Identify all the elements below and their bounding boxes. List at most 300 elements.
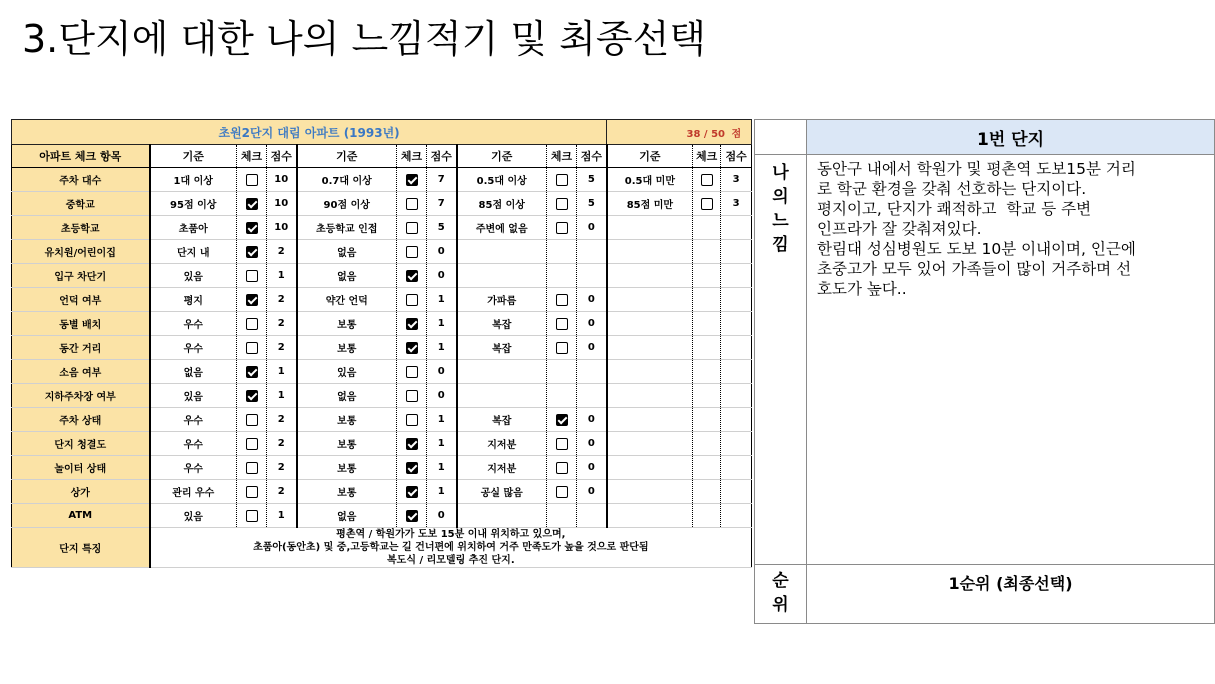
checkbox-unchecked[interactable] <box>246 174 258 186</box>
checklist-row <box>12 288 752 312</box>
checklist-row <box>12 456 752 480</box>
criterion-score: 5 <box>577 168 607 192</box>
empty-cell <box>693 480 721 504</box>
checkbox-unchecked[interactable] <box>246 270 258 282</box>
criterion-text: 0.7대 이상 <box>297 168 397 192</box>
criterion-text: 우수 <box>150 408 237 432</box>
checkbox-unchecked[interactable] <box>406 414 418 426</box>
column-header: 체크 <box>237 145 267 168</box>
empty-cell <box>577 504 607 528</box>
empty-cell <box>577 240 607 264</box>
criterion-score: 0 <box>577 288 607 312</box>
criterion-score: 1 <box>427 480 457 504</box>
checkbox-cell <box>547 312 577 336</box>
empty-cell <box>457 384 547 408</box>
checklist-row <box>12 432 752 456</box>
empty-cell <box>693 216 721 240</box>
checklist-row <box>12 264 752 288</box>
empty-cell <box>607 312 693 336</box>
criterion-score: 0 <box>577 408 607 432</box>
check-item-label: 지하주차장 여부 <box>12 384 150 408</box>
checklist-row <box>12 480 752 504</box>
criterion-score: 0 <box>577 480 607 504</box>
check-item-label: 유치원/어린이집 <box>12 240 150 264</box>
criterion-text: 보통 <box>297 312 397 336</box>
criterion-score: 10 <box>267 192 297 216</box>
checkbox-unchecked[interactable] <box>246 462 258 474</box>
empty-cell <box>721 288 752 312</box>
checkbox-unchecked[interactable] <box>701 174 713 186</box>
criterion-score: 2 <box>267 456 297 480</box>
impression-line: 초중고가 모두 있어 가족들이 많이 거주하며 선 <box>817 260 1132 278</box>
checkbox-checked[interactable] <box>246 198 258 210</box>
column-header: 기준 <box>297 145 397 168</box>
criterion-score: 1 <box>427 288 457 312</box>
empty-cell <box>457 504 547 528</box>
checkbox-unchecked[interactable] <box>556 198 568 210</box>
empty-cell <box>607 336 693 360</box>
checkbox-cell <box>397 264 427 288</box>
score-max: 50 <box>711 128 725 140</box>
criterion-text: 없음 <box>297 504 397 528</box>
check-item-label: 입구 차단기 <box>12 264 150 288</box>
criterion-score: 0 <box>577 336 607 360</box>
impression-text <box>807 155 1215 565</box>
checkbox-cell <box>547 216 577 240</box>
empty-cell <box>693 312 721 336</box>
empty-cell <box>721 432 752 456</box>
checkbox-cell <box>547 336 577 360</box>
checkbox-unchecked[interactable] <box>556 174 568 186</box>
checkbox-cell <box>397 384 427 408</box>
criterion-text: 85점 이상 <box>457 192 547 216</box>
empty-cell <box>721 312 752 336</box>
feature-row <box>12 528 752 568</box>
criterion-score: 10 <box>267 168 297 192</box>
column-header: 체크 <box>397 145 427 168</box>
criterion-score: 2 <box>267 432 297 456</box>
checkbox-cell <box>237 504 267 528</box>
empty-cell <box>721 384 752 408</box>
criterion-score: 0 <box>427 240 457 264</box>
checklist-row <box>12 240 752 264</box>
checkbox-cell <box>397 192 427 216</box>
checkbox-cell <box>237 192 267 216</box>
empty-cell <box>721 264 752 288</box>
criterion-text: 약간 언덕 <box>297 288 397 312</box>
empty-cell <box>547 360 577 384</box>
checkbox-unchecked[interactable] <box>406 246 418 258</box>
criterion-score: 1 <box>267 360 297 384</box>
criterion-text: 보통 <box>297 432 397 456</box>
checkbox-cell <box>397 336 427 360</box>
checkbox-unchecked[interactable] <box>556 222 568 234</box>
checklist-title-row <box>12 120 752 145</box>
empty-cell <box>607 288 693 312</box>
check-item-label: 상가 <box>12 480 150 504</box>
check-item-label: 단지 청결도 <box>12 432 150 456</box>
checkbox-cell <box>237 360 267 384</box>
rank-value: 1순위 (최종선택) <box>807 565 1215 624</box>
empty-cell <box>693 504 721 528</box>
impression-table <box>754 119 1215 624</box>
criterion-score: 0 <box>427 360 457 384</box>
check-item-label: 주차 상태 <box>12 408 150 432</box>
impression-line: 로 학군 환경을 갖춰 선호하는 단지이다. <box>817 180 1087 198</box>
checklist-row <box>12 504 752 528</box>
criterion-score: 2 <box>267 288 297 312</box>
empty-cell <box>721 336 752 360</box>
empty-cell <box>457 360 547 384</box>
empty-cell <box>693 336 721 360</box>
checkbox-cell <box>237 312 267 336</box>
impression-line: 동안구 내에서 학원가 및 평촌역 도보15분 거리 <box>817 160 1136 178</box>
checkbox-unchecked[interactable] <box>701 198 713 210</box>
empty-cell <box>457 240 547 264</box>
checkbox-checked[interactable] <box>406 318 418 330</box>
checkbox-unchecked[interactable] <box>556 318 568 330</box>
criterion-text: 우수 <box>150 312 237 336</box>
score-value: 38 <box>686 128 701 140</box>
criterion-score: 1 <box>427 408 457 432</box>
checkbox-checked[interactable] <box>246 294 258 306</box>
checkbox-unchecked[interactable] <box>556 294 568 306</box>
column-header: 기준 <box>457 145 547 168</box>
column-header: 체크 <box>693 145 721 168</box>
criterion-score: 2 <box>267 240 297 264</box>
checkbox-checked[interactable] <box>406 486 418 498</box>
criterion-text: 있음 <box>297 360 397 384</box>
checkbox-unchecked[interactable] <box>246 342 258 354</box>
checkbox-unchecked[interactable] <box>556 438 568 450</box>
checkbox-cell <box>397 240 427 264</box>
criterion-text: 초품아 <box>150 216 237 240</box>
checkbox-cell <box>237 432 267 456</box>
criterion-text: 보통 <box>297 408 397 432</box>
empty-cell <box>607 480 693 504</box>
side-label-char: 의 <box>772 187 789 207</box>
checklist-table <box>11 119 752 568</box>
empty-cell <box>721 240 752 264</box>
checkbox-checked[interactable] <box>556 414 568 426</box>
column-header: 기준 <box>607 145 693 168</box>
checkbox-unchecked[interactable] <box>246 486 258 498</box>
checkbox-checked[interactable] <box>406 438 418 450</box>
checkbox-unchecked[interactable] <box>556 486 568 498</box>
criterion-score: 1 <box>267 384 297 408</box>
criterion-text: 없음 <box>297 240 397 264</box>
checkbox-checked[interactable] <box>246 390 258 402</box>
empty-cell <box>607 432 693 456</box>
checkbox-checked[interactable] <box>246 246 258 258</box>
column-header: 아파트 체크 항목 <box>12 145 150 168</box>
checkbox-cell <box>397 216 427 240</box>
empty-cell <box>721 408 752 432</box>
checklist-header-row <box>12 145 752 168</box>
checkbox-cell <box>547 288 577 312</box>
checkbox-checked[interactable] <box>406 174 418 186</box>
checkbox-cell <box>237 384 267 408</box>
checkbox-unchecked[interactable] <box>246 438 258 450</box>
feature-label: 단지 특징 <box>12 528 150 568</box>
score-unit: 점 <box>731 128 742 140</box>
empty-cell <box>547 240 577 264</box>
criterion-text: 가파름 <box>457 288 547 312</box>
criterion-score: 2 <box>267 336 297 360</box>
score-slash: / <box>703 128 708 140</box>
criterion-score: 2 <box>267 312 297 336</box>
rank-label <box>755 565 807 624</box>
checkbox-checked[interactable] <box>406 342 418 354</box>
criterion-text: 단지 내 <box>150 240 237 264</box>
empty-cell <box>607 264 693 288</box>
column-header: 점수 <box>427 145 457 168</box>
criterion-text: 관리 우수 <box>150 480 237 504</box>
column-header: 체크 <box>547 145 577 168</box>
side-label-char: 낌 <box>772 235 789 255</box>
criterion-score: 1 <box>427 336 457 360</box>
checkbox-checked[interactable] <box>406 270 418 282</box>
column-header: 점수 <box>267 145 297 168</box>
checkbox-cell <box>397 312 427 336</box>
check-item-label: 동간 거리 <box>12 336 150 360</box>
checkbox-cell <box>693 192 721 216</box>
checkbox-cell <box>397 504 427 528</box>
empty-cell <box>607 384 693 408</box>
criterion-text: 0.5대 이상 <box>457 168 547 192</box>
criterion-score: 5 <box>427 216 457 240</box>
empty-cell <box>577 360 607 384</box>
checkbox-unchecked[interactable] <box>246 510 258 522</box>
criterion-text: 공실 많음 <box>457 480 547 504</box>
empty-cell <box>721 504 752 528</box>
checklist-row <box>12 168 752 192</box>
checkbox-checked[interactable] <box>406 462 418 474</box>
checkbox-cell <box>237 168 267 192</box>
checkbox-cell <box>693 168 721 192</box>
impression-line: 평지이고, 단지가 쾌적하고 학교 등 주변 <box>817 200 1092 218</box>
empty-cell <box>607 504 693 528</box>
apartment-name-cell <box>12 120 607 145</box>
check-item-label: ATM <box>12 504 150 528</box>
criterion-text: 우수 <box>150 336 237 360</box>
criterion-text: 없음 <box>150 360 237 384</box>
criterion-text: 지저분 <box>457 456 547 480</box>
check-item-label: 놀이터 상태 <box>12 456 150 480</box>
criterion-score: 10 <box>267 216 297 240</box>
checkbox-cell <box>397 168 427 192</box>
impression-line: 인프라가 잘 갖춰져있다. <box>817 220 982 238</box>
criterion-text: 95점 이상 <box>150 192 237 216</box>
rank-label-char: 위 <box>772 595 789 615</box>
criterion-text: 복잡 <box>457 336 547 360</box>
checkbox-checked[interactable] <box>246 222 258 234</box>
empty-cell <box>547 264 577 288</box>
criterion-text: 지저분 <box>457 432 547 456</box>
checklist-row <box>12 384 752 408</box>
criterion-text: 1대 이상 <box>150 168 237 192</box>
criterion-score: 1 <box>427 432 457 456</box>
checkbox-cell <box>397 480 427 504</box>
checkbox-cell <box>547 480 577 504</box>
criterion-text: 있음 <box>150 384 237 408</box>
empty-cell <box>577 384 607 408</box>
checklist-row <box>12 360 752 384</box>
criterion-score: 3 <box>721 168 752 192</box>
side-label-char: 느 <box>772 211 789 231</box>
criterion-score: 3 <box>721 192 752 216</box>
criterion-score: 1 <box>267 264 297 288</box>
checkbox-cell <box>547 192 577 216</box>
criterion-text: 평지 <box>150 288 237 312</box>
checkbox-cell <box>547 168 577 192</box>
rank-label-char: 순 <box>772 571 789 591</box>
checkbox-cell <box>237 264 267 288</box>
empty-cell <box>693 456 721 480</box>
checkbox-cell <box>397 408 427 432</box>
criterion-score: 2 <box>267 480 297 504</box>
empty-cell <box>693 264 721 288</box>
empty-cell <box>693 408 721 432</box>
empty-cell <box>721 216 752 240</box>
checkbox-cell <box>397 456 427 480</box>
criterion-score: 1 <box>427 312 457 336</box>
apartment-checklist <box>11 119 751 600</box>
check-item-label: 소음 여부 <box>12 360 150 384</box>
feature-line: 초품아(동안초) 및 중,고등학교는 길 건너편에 위치하여 거주 만족도가 높을 것으로 판단됨 <box>253 542 649 553</box>
checklist-row <box>12 216 752 240</box>
criterion-score: 2 <box>267 408 297 432</box>
checkbox-cell <box>237 288 267 312</box>
checkbox-cell <box>237 456 267 480</box>
checkbox-cell <box>237 216 267 240</box>
checkbox-unchecked[interactable] <box>406 294 418 306</box>
empty-cell <box>607 456 693 480</box>
criterion-text: 있음 <box>150 504 237 528</box>
criterion-score: 0 <box>577 432 607 456</box>
column-header: 점수 <box>721 145 752 168</box>
criterion-score: 0 <box>577 456 607 480</box>
my-impression-label <box>755 155 807 565</box>
empty-cell <box>577 264 607 288</box>
criterion-score: 1 <box>267 504 297 528</box>
criterion-text: 우수 <box>150 432 237 456</box>
checkbox-unchecked[interactable] <box>406 366 418 378</box>
checkbox-cell <box>547 432 577 456</box>
page-title: 3.단지에 대한 나의 느낌적기 및 최종선택 <box>22 17 706 61</box>
checklist-row <box>12 336 752 360</box>
criterion-score: 0 <box>427 384 457 408</box>
empty-cell <box>693 432 721 456</box>
checklist-row <box>12 408 752 432</box>
criterion-text: 복잡 <box>457 408 547 432</box>
checkbox-unchecked[interactable] <box>406 390 418 402</box>
apartment-name: 초원2단지 대림 아파트 (1993년) <box>218 125 400 140</box>
checkbox-checked[interactable] <box>406 510 418 522</box>
checklist-row <box>12 312 752 336</box>
checkbox-unchecked[interactable] <box>406 222 418 234</box>
criterion-text: 주변에 없음 <box>457 216 547 240</box>
checkbox-cell <box>237 336 267 360</box>
checkbox-cell <box>237 480 267 504</box>
checkbox-cell <box>397 432 427 456</box>
checklist-row <box>12 192 752 216</box>
checkbox-cell <box>237 240 267 264</box>
impression-panel <box>754 119 1214 627</box>
checkbox-cell <box>237 408 267 432</box>
criterion-score: 7 <box>427 168 457 192</box>
empty-cell <box>607 360 693 384</box>
empty-cell <box>607 408 693 432</box>
criterion-score: 1 <box>427 456 457 480</box>
column-header: 점수 <box>577 145 607 168</box>
check-item-label: 중학교 <box>12 192 150 216</box>
checkbox-unchecked[interactable] <box>246 414 258 426</box>
empty-cell <box>547 384 577 408</box>
empty-cell <box>721 360 752 384</box>
feature-line: 평촌역 / 학원가가 도보 15분 이내 위치하고 있으며, <box>336 529 566 540</box>
check-item-label: 초등학교 <box>12 216 150 240</box>
criterion-score: 0 <box>427 504 457 528</box>
empty-cell <box>693 384 721 408</box>
criterion-text: 없음 <box>297 264 397 288</box>
criterion-text: 0.5대 미만 <box>607 168 693 192</box>
column-header: 기준 <box>150 145 237 168</box>
criterion-text: 90점 이상 <box>297 192 397 216</box>
feature-description <box>150 528 752 568</box>
checkbox-unchecked[interactable] <box>246 318 258 330</box>
feature-line: 복도식 / 리모델링 추진 단지. <box>387 555 515 566</box>
criterion-text: 보통 <box>297 336 397 360</box>
criterion-score: 7 <box>427 192 457 216</box>
empty-cell <box>457 264 547 288</box>
criterion-score: 0 <box>427 264 457 288</box>
check-item-label: 언덕 여부 <box>12 288 150 312</box>
checkbox-unchecked[interactable] <box>556 342 568 354</box>
impression-line: 호도가 높다.. <box>817 280 907 298</box>
total-score <box>607 120 752 145</box>
empty-cell <box>693 240 721 264</box>
check-item-label: 주차 대수 <box>12 168 150 192</box>
empty-cell <box>693 288 721 312</box>
checkbox-unchecked[interactable] <box>406 198 418 210</box>
checkbox-cell <box>397 360 427 384</box>
empty-cell <box>547 504 577 528</box>
empty-cell <box>693 360 721 384</box>
empty-cell <box>721 456 752 480</box>
criterion-text: 85점 미만 <box>607 192 693 216</box>
side-label-char: 나 <box>772 163 789 183</box>
criterion-score: 0 <box>577 312 607 336</box>
criterion-text: 우수 <box>150 456 237 480</box>
criterion-text: 있음 <box>150 264 237 288</box>
checkbox-unchecked[interactable] <box>556 462 568 474</box>
empty-cell <box>721 480 752 504</box>
check-item-label: 동별 배치 <box>12 312 150 336</box>
criterion-text: 없음 <box>297 384 397 408</box>
criterion-score: 5 <box>577 192 607 216</box>
criterion-text: 초등학교 인접 <box>297 216 397 240</box>
checkbox-cell <box>547 408 577 432</box>
criterion-text: 보통 <box>297 456 397 480</box>
complex-header: 1번 단지 <box>807 120 1215 155</box>
criterion-score: 0 <box>577 216 607 240</box>
checkbox-checked[interactable] <box>246 366 258 378</box>
impression-line: 한림대 성심병원도 도보 10분 이내이며, 인근에 <box>817 240 1136 258</box>
criterion-text: 복잡 <box>457 312 547 336</box>
corner-cell <box>755 120 807 155</box>
criterion-text: 보통 <box>297 480 397 504</box>
